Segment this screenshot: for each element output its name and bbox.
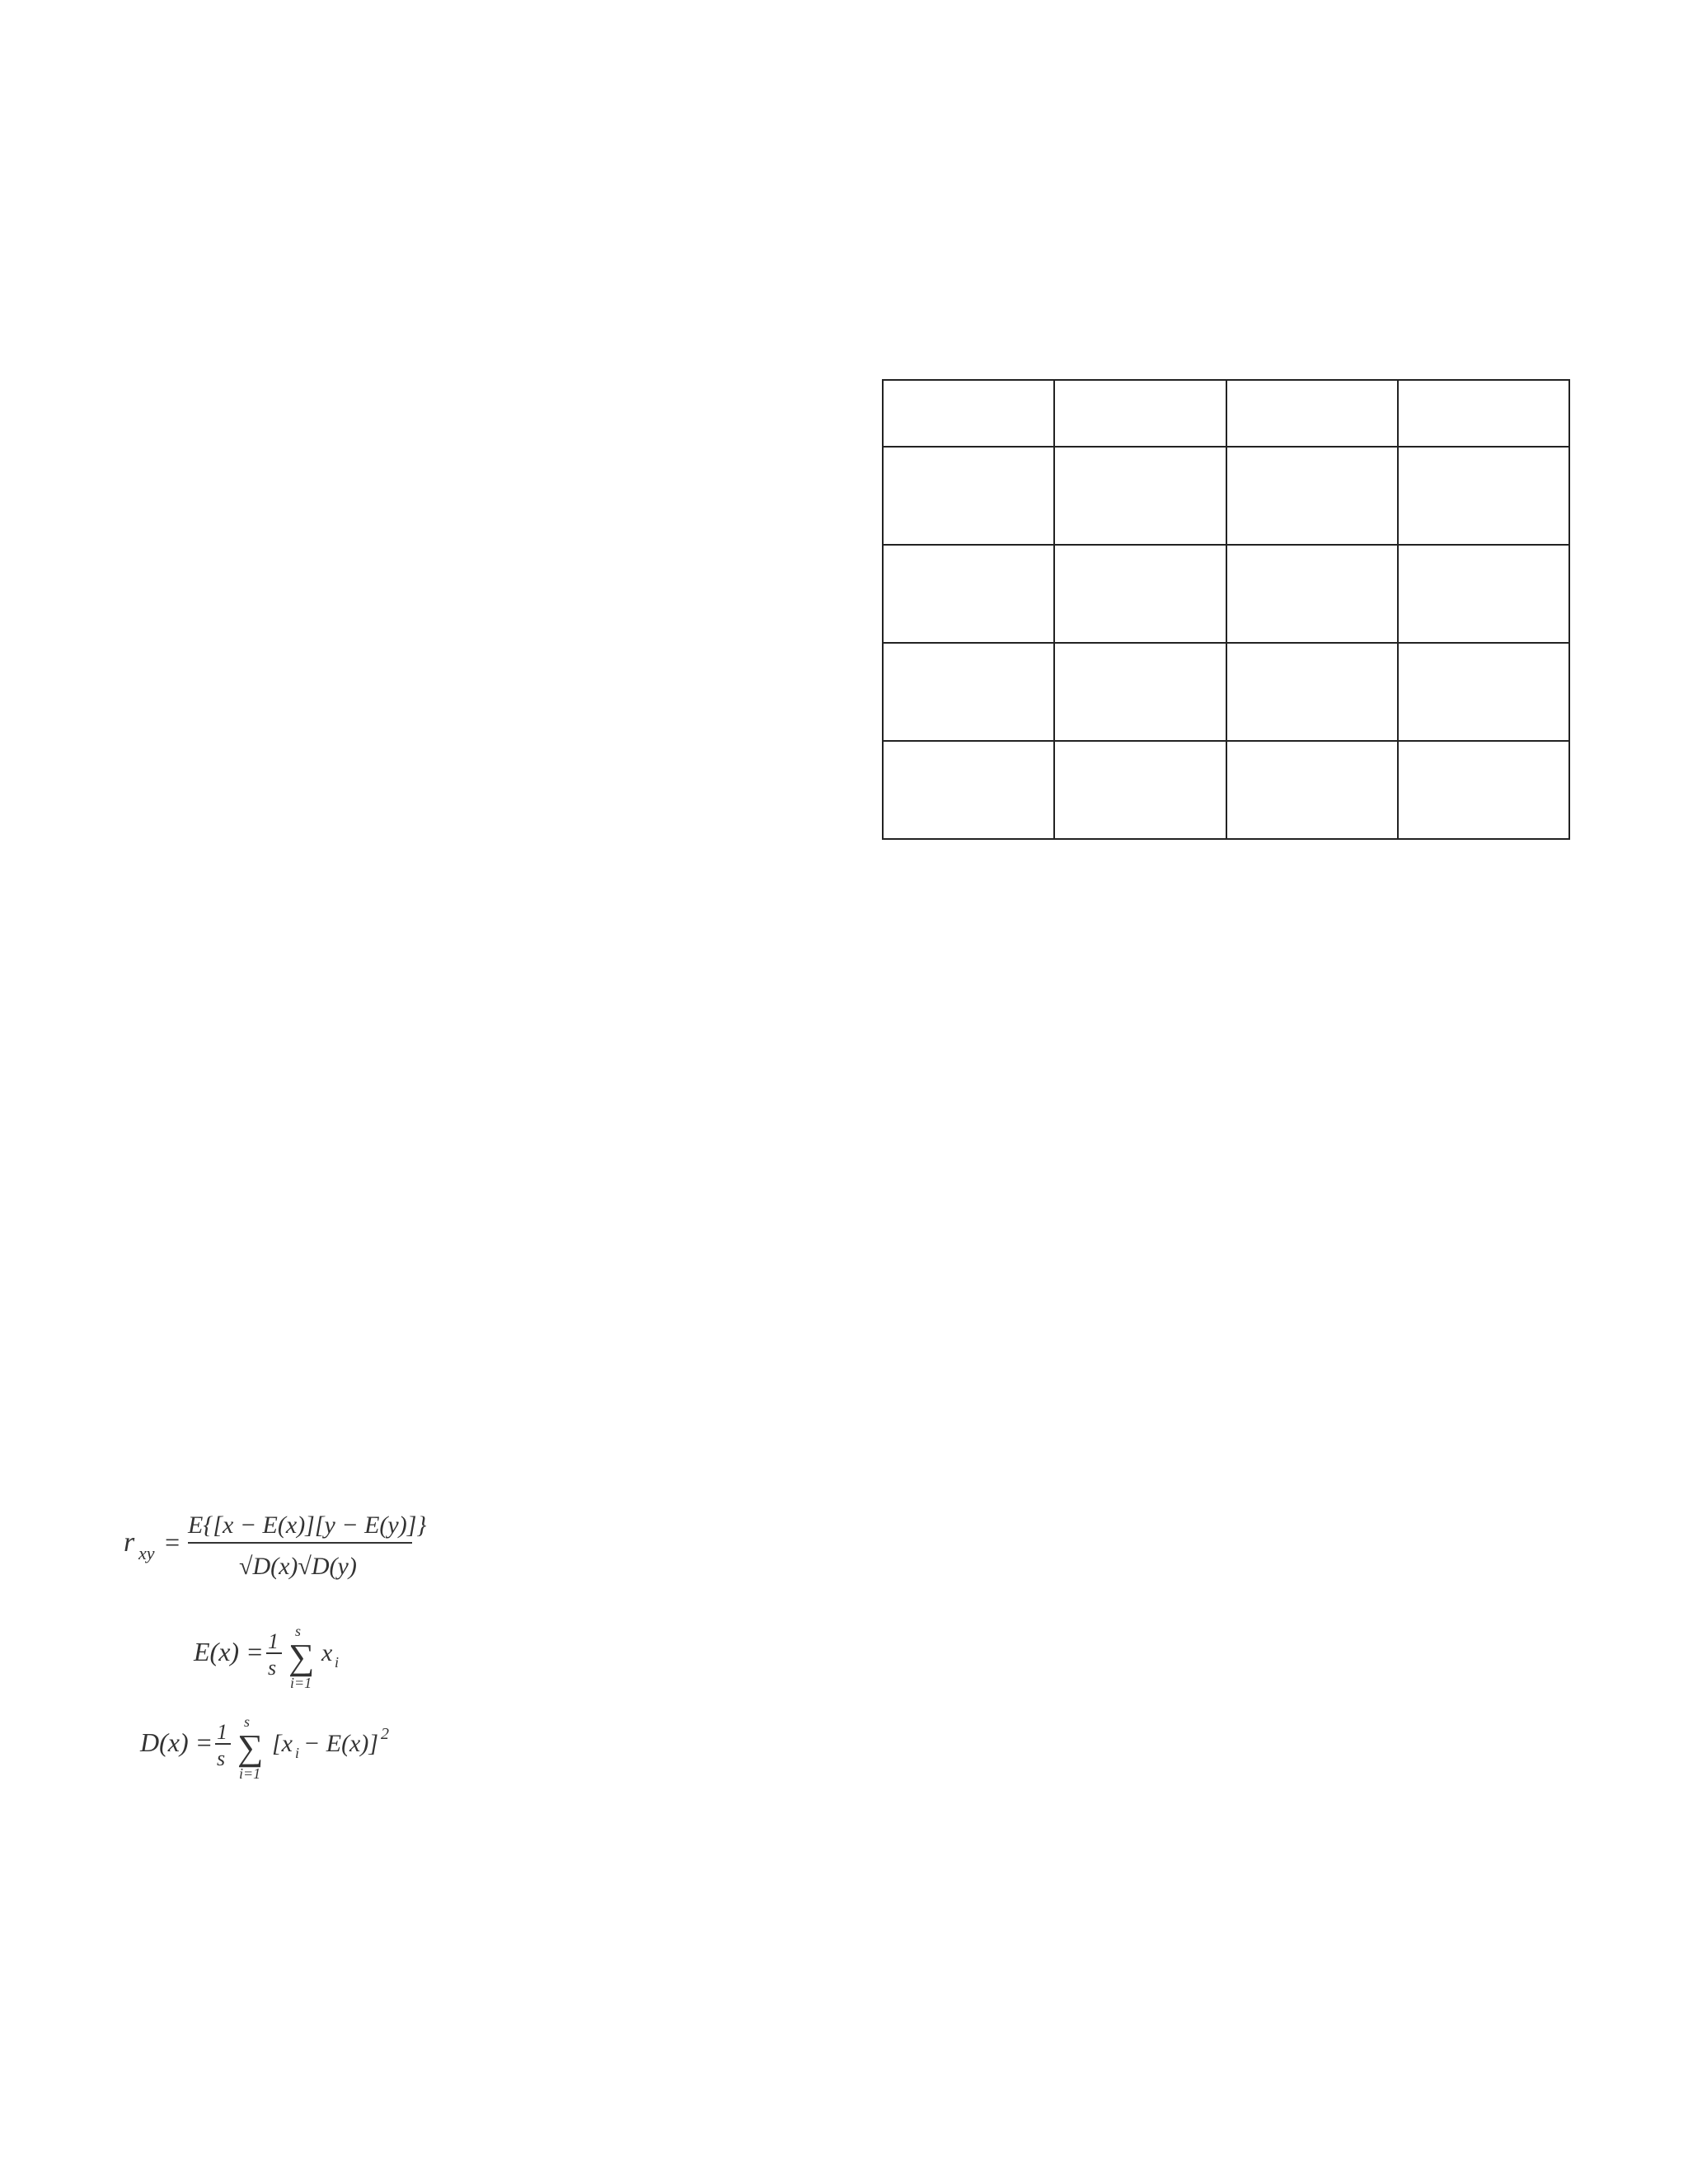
svg-text:√D(x)√D(y): √D(x)√D(y): [239, 1553, 357, 1580]
table-header-cell: [1226, 380, 1398, 447]
svg-text:2: 2: [381, 1725, 389, 1743]
svg-text:[x: [x: [272, 1730, 293, 1757]
svg-text:E{[x − E(x)][y − E(y)]}: E{[x − E(x)][y − E(y)]}: [188, 1511, 427, 1539]
table-cell: [1226, 545, 1398, 643]
svg-text:1: 1: [268, 1629, 279, 1653]
plain-image-scatter-plot: [882, 1026, 1212, 1306]
table-header-cell: [883, 380, 1054, 447]
table-row-label: [883, 741, 1054, 839]
svg-text:i: i: [295, 1745, 300, 1761]
table-cell: [1398, 447, 1569, 545]
svg-text:D(x) =: D(x) =: [140, 1727, 213, 1757]
svg-text:E(x) =: E(x) =: [194, 1637, 264, 1666]
svg-text:− E(x)]: − E(x)]: [303, 1730, 379, 1757]
correlation-table: [882, 379, 1570, 840]
table-cell: [1054, 741, 1226, 839]
table-row: [883, 447, 1569, 545]
svg-text:x: x: [321, 1639, 333, 1666]
svg-text:s: s: [295, 1623, 302, 1639]
table-cell: [1054, 545, 1226, 643]
table-row-label: [883, 545, 1054, 643]
svg-text:∑: ∑: [288, 1637, 315, 1677]
svg-text:xy: xy: [138, 1543, 155, 1563]
svg-text:s: s: [244, 1713, 251, 1730]
table-header-cell: [1054, 380, 1226, 447]
svg-text:s: s: [268, 1656, 277, 1680]
svg-text:=: =: [163, 1527, 181, 1557]
table-cell: [1398, 545, 1569, 643]
table-cell: [1398, 741, 1569, 839]
svg-text:i=1: i=1: [239, 1765, 261, 1782]
svg-text:∑: ∑: [237, 1727, 264, 1768]
table-cell: [1398, 643, 1569, 741]
svg-text:i=1: i=1: [290, 1675, 312, 1691]
svg-text:s: s: [217, 1746, 226, 1770]
svg-text:r: r: [124, 1527, 135, 1558]
table-row: [883, 545, 1569, 643]
table-row-label: [883, 643, 1054, 741]
table-row: [883, 741, 1569, 839]
encrypted-image-scatter-plot: [1261, 981, 1525, 1306]
table-cell: [1226, 643, 1398, 741]
svg-text:i: i: [335, 1654, 340, 1671]
table-header-row: [883, 380, 1569, 447]
table-header-cell: [1398, 380, 1569, 447]
formula-image: [115, 1500, 445, 1788]
table-cell: [1226, 447, 1398, 545]
svg-text:1: 1: [217, 1720, 227, 1744]
table-cell: [1054, 643, 1226, 741]
table-row-label: [883, 447, 1054, 545]
table-cell: [1054, 447, 1226, 545]
table-row: [883, 643, 1569, 741]
table-cell: [1226, 741, 1398, 839]
